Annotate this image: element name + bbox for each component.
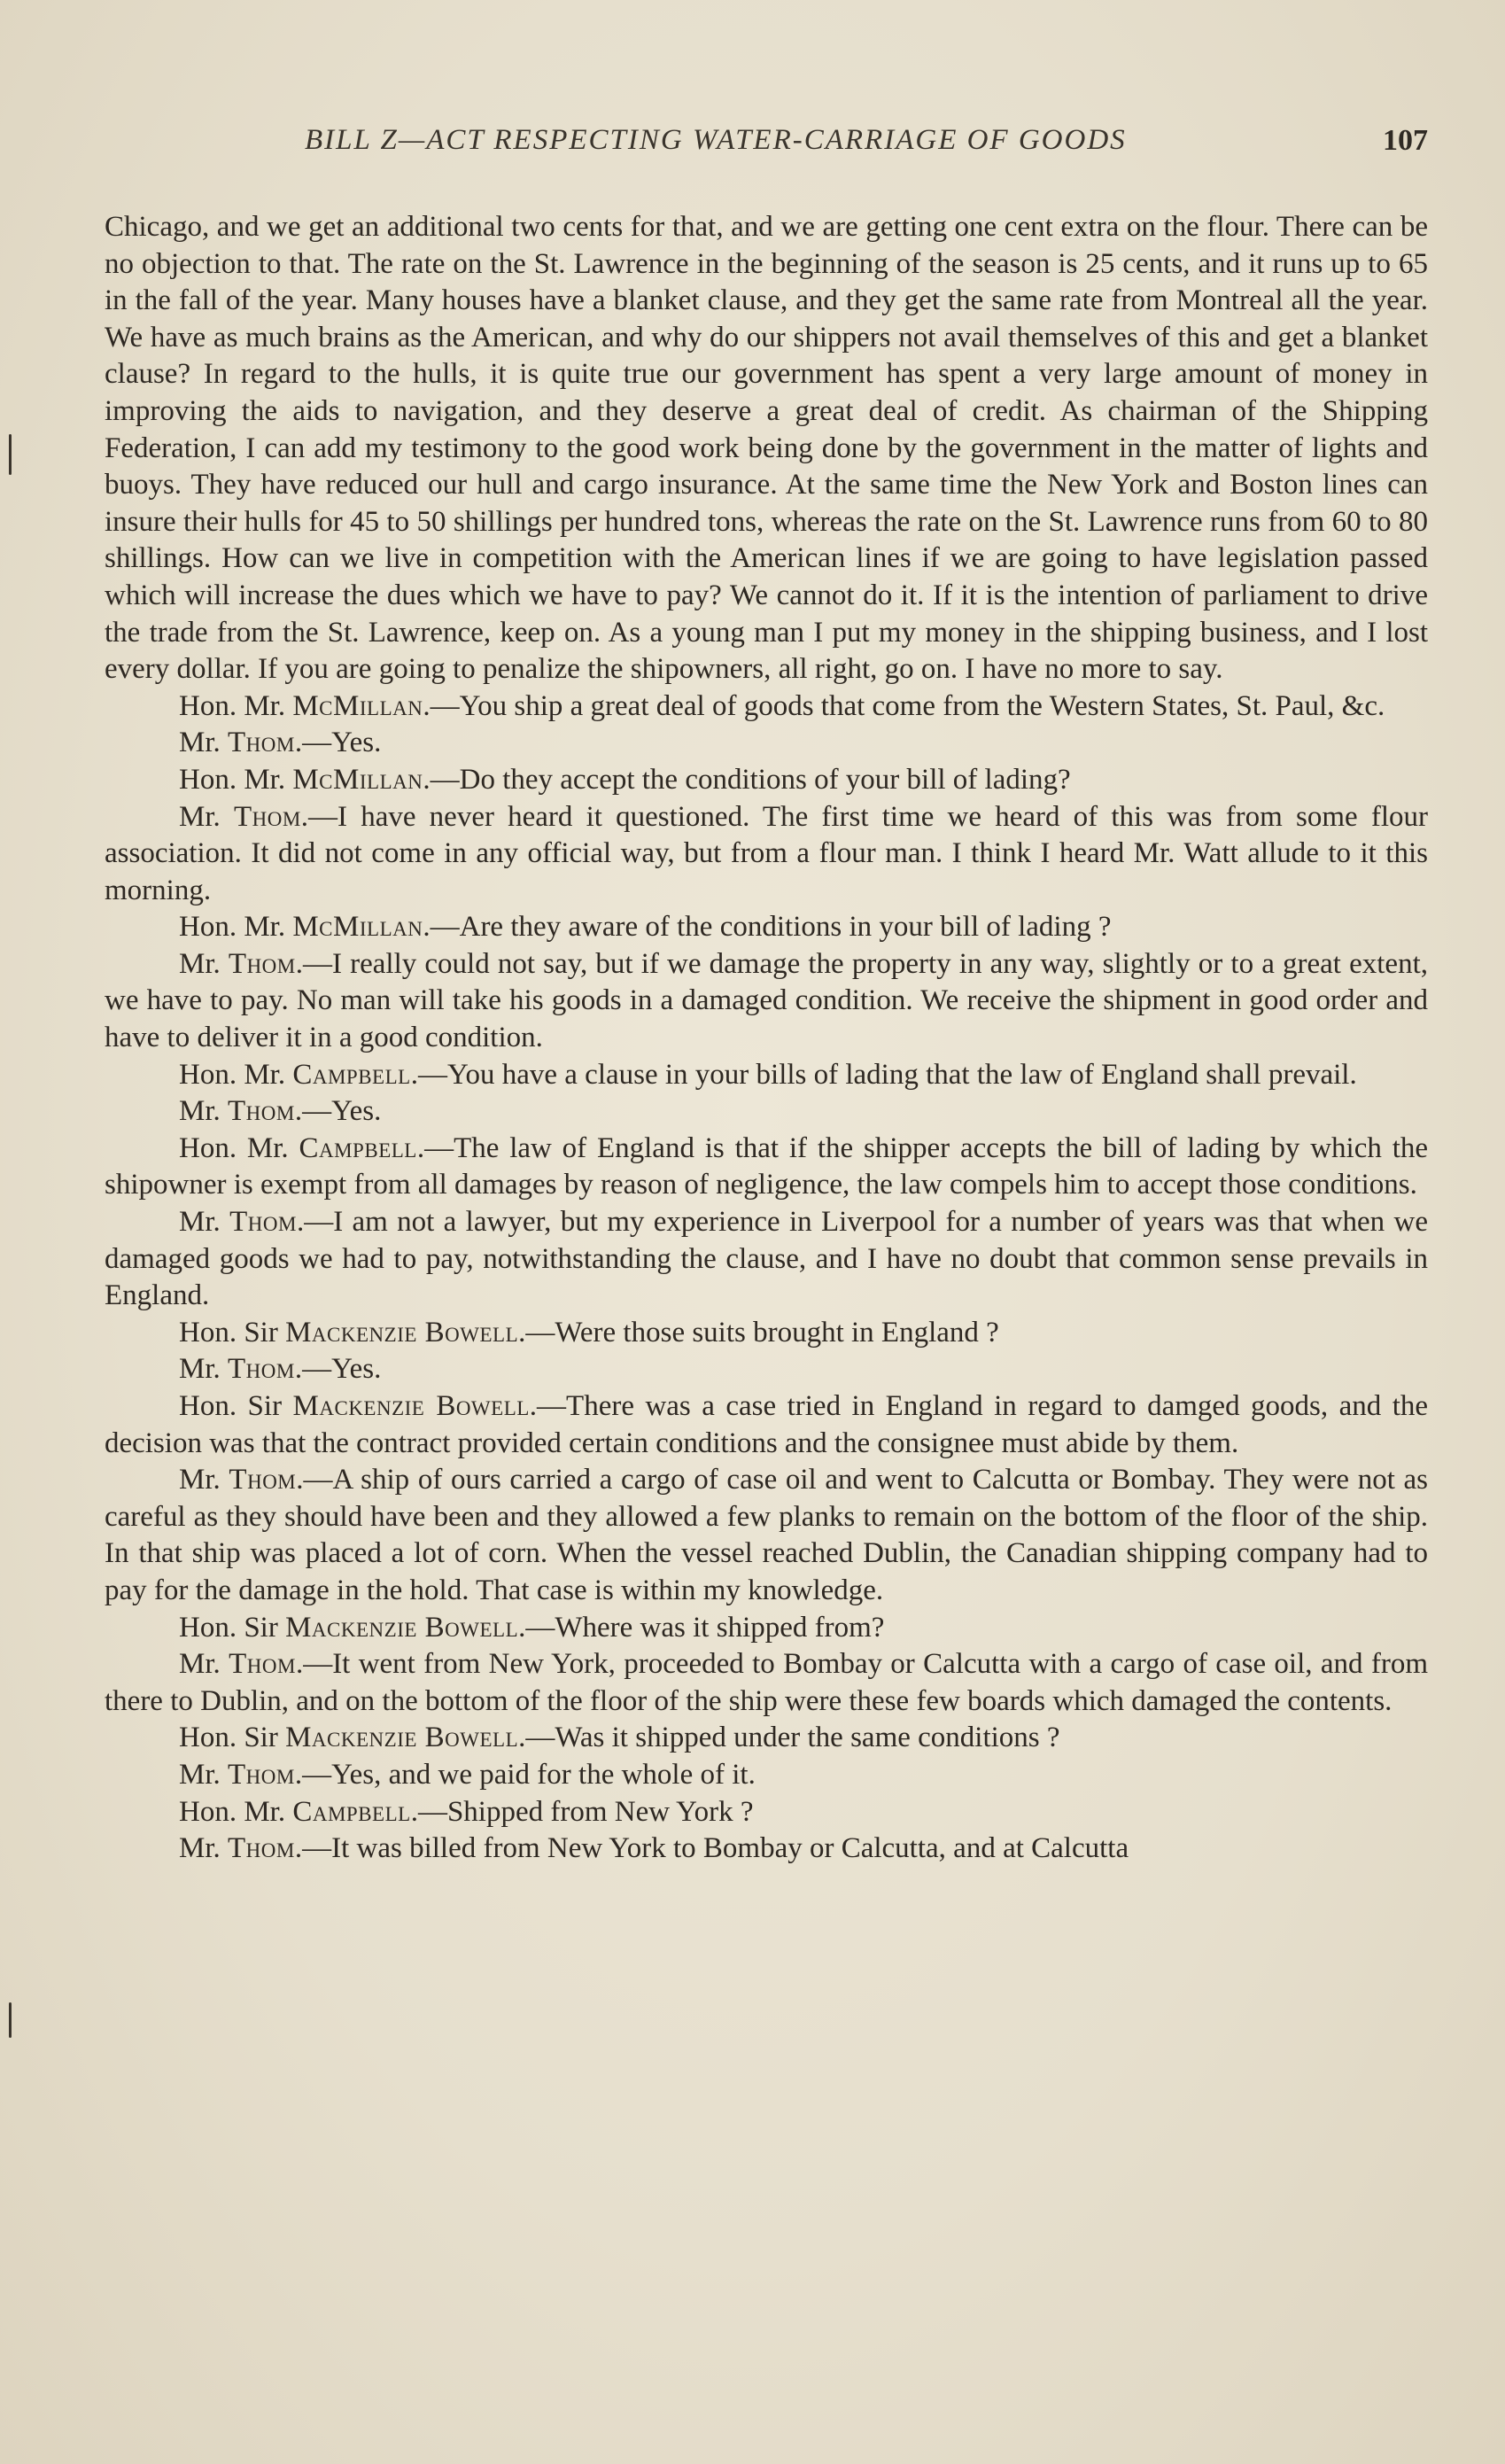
- paragraph-text: .—Were those suits brought in England ?: [518, 1316, 999, 1349]
- paragraph: [105, 1351, 1428, 1388]
- speaker-title: Mr.: [179, 1758, 229, 1791]
- paragraph: [105, 909, 1428, 946]
- speaker-title: Mr.: [179, 1648, 229, 1681]
- paragraph-text: .—Yes.: [294, 1095, 382, 1128]
- paragraph: [105, 1462, 1428, 1609]
- paragraph: [105, 762, 1428, 799]
- paragraph-text: .—I am not a lawyer, but my experience in Liverpool for a number of years was that when we damaged goods we had to pay, notwithstanding the clause, and I have no doubt that common sense prevails in England.: [105, 1206, 1428, 1312]
- paragraph: [105, 1794, 1428, 1831]
- speaker-name: Thom: [228, 1832, 295, 1865]
- paragraph: [105, 799, 1428, 910]
- speaker-name: Thom: [228, 1095, 295, 1128]
- speaker-name: Mackenzie Bowell: [285, 1611, 519, 1644]
- speaker-name: McMillan: [292, 689, 423, 722]
- paragraph: [105, 209, 1428, 688]
- speaker-title: Hon. Sir: [179, 1611, 286, 1644]
- paragraph: [105, 1093, 1428, 1131]
- speaker-name: Thom: [229, 1648, 296, 1681]
- paragraph: [105, 1757, 1428, 1794]
- paragraph-text: .—Yes.: [294, 727, 382, 759]
- paragraph: [105, 1388, 1428, 1462]
- paragraph: [105, 1315, 1428, 1352]
- speaker-title: Hon. Mr.: [179, 689, 293, 722]
- paragraph-text: .—Are they aware of the conditions in your bill of lading ?: [423, 911, 1112, 944]
- speaker-title: Hon. Sir: [179, 1316, 286, 1349]
- speaker-name: Campbell: [292, 1058, 411, 1091]
- speaker-title: Hon. Mr.: [179, 763, 293, 796]
- paragraph: [105, 688, 1428, 726]
- paragraph-text: .—Do they accept the conditions of your bill of lading?: [423, 763, 1071, 796]
- paragraph-text: .—The law of England is that if the shipper accepts the bill of lading by which the shipowner is exempt from all damages by reason of negligence, the law compels him to accept those conditions.: [105, 1131, 1429, 1201]
- paragraph: [105, 1646, 1428, 1720]
- speaker-name: Thom: [228, 947, 296, 980]
- speaker-name: Thom: [228, 1353, 295, 1386]
- speaker-title: Mr.: [179, 800, 234, 833]
- paragraph-text: .—I have never heard it questioned. The first time we heard of this was from some flour association. It did not come in any official way, but from a flour man. I think I heard Mr. Watt allude to it this morning.: [105, 800, 1429, 906]
- speaker-name: McMillan: [292, 911, 423, 944]
- running-header: [105, 124, 1428, 168]
- paragraph: [105, 1720, 1428, 1757]
- paragraph-text: .—You ship a great deal of goods that come from the Western States, St. Paul, &c.: [423, 689, 1385, 722]
- paragraph-text: .—Shipped from New York ?: [410, 1795, 754, 1828]
- speaker-name: Mackenzie Bowell: [285, 1316, 519, 1349]
- page-number: 107: [1383, 124, 1428, 157]
- speaker-title: Mr.: [179, 1353, 229, 1386]
- margin-bracket-mark: [9, 434, 12, 475]
- speaker-title: Hon. Mr.: [179, 911, 293, 944]
- speaker-title: Mr.: [179, 1464, 229, 1496]
- speaker-title: Mr.: [179, 1832, 229, 1865]
- speaker-name: Mackenzie Bowell: [285, 1722, 519, 1754]
- paragraph: [105, 946, 1428, 1057]
- speaker-title: Hon. Mr.: [179, 1131, 299, 1164]
- paragraph-text: .—Was it shipped under the same conditions ?: [518, 1722, 1060, 1754]
- paragraph-text: .—Yes, and we paid for the whole of it.: [294, 1758, 756, 1791]
- paragraph: [105, 1131, 1428, 1204]
- paragraph-text: Chicago, and we get an additional two cents for that, and we are getting one cent extra on the flour. There can be no objection to that. The rate on the St. Lawrence in the beginning of the season is 25 cents, and it runs up to 65 in the fall of the year. Many houses have a blanket clause, and they get the same rate from Montreal all the year. We have as much brains as the American, and why do our shippers not avail themselves of this and get a blanket clause? In regard to the hulls, it is quite true our government has spent a very large amount of money in improving the aids to navigation, and they deserve a great deal of credit. As chairman of the Shipping Federation, I can add my testimony to the good work being done by the government in the matter of lights and buoys. They have reduced our hull and cargo insurance. At the same time the New York and Boston lines can insure their hulls for 45 to 50 shillings per hundred tons, whereas the rate on the St. Lawrence runs from 60 to 80 shillings. How can we live in competition with the American lines if we are going to have legislation passed which will increase the dues which we have to pay? We cannot do it. If it is the intention of parliament to drive the trade from the St. Lawrence, keep on. As a young man I put my money in the shipping business, and I lost every dollar. If you are going to penalize the shipowners, all right, go on. I have no more to say.: [105, 211, 1428, 686]
- speaker-name: Thom: [229, 1206, 297, 1239]
- speaker-title: Hon. Sir: [179, 1722, 286, 1754]
- paragraph: [105, 1610, 1428, 1647]
- running-title: BILL Z—ACT RESPECTING WATER-CARRIAGE OF GOODS: [305, 124, 1127, 156]
- speaker-name: Thom: [229, 1464, 297, 1496]
- paragraph-text: .—It was billed from New York to Bombay or Calcutta, and at Calcutta: [294, 1832, 1129, 1865]
- speaker-title: Hon. Mr.: [179, 1058, 293, 1091]
- paragraph-text: .—Where was it shipped from?: [518, 1611, 885, 1644]
- paragraph-text: .—A ship of ours carried a cargo of case oil and went to Calcutta or Bombay. They were not as careful as they should have been and they allowed a few planks to remain on the bottom of the floor of the ship. In that ship was placed a lot of corn. When the vessel reached Dublin, the Canadian shipping company had to pay for the damage in the hold. That case is within my knowledge.: [105, 1464, 1429, 1606]
- paragraph-text: .—It went from New York, proceeded to Bombay or Calcutta with a cargo of case oil, and from there to Dublin, and on the bottom of the floor of the ship were these few boards which damaged the contents.: [105, 1648, 1428, 1717]
- speaker-name: Thom: [228, 727, 295, 759]
- speaker-title: Hon. Mr.: [179, 1795, 293, 1828]
- paragraph: [105, 1057, 1428, 1094]
- speaker-name: Campbell: [299, 1131, 417, 1164]
- speaker-name: McMillan: [292, 763, 423, 796]
- paragraph-text: .—There was a case tried in England in regard to damged goods, and the decision was that the contract provided certain conditions and the consignee must abide by them.: [105, 1390, 1429, 1459]
- paragraph-text: .—Yes.: [294, 1353, 382, 1386]
- speaker-title: Mr.: [179, 1095, 229, 1128]
- paragraph: [105, 725, 1428, 762]
- speaker-title: Hon. Sir: [179, 1390, 293, 1422]
- speaker-name: Campbell: [292, 1795, 411, 1828]
- speaker-title: Mr.: [179, 727, 229, 759]
- margin-bracket-mark: [9, 2002, 12, 2038]
- paragraph-text: .—You have a clause in your bills of lading that the law of England shall prevail.: [410, 1058, 1357, 1091]
- paragraph-text: .—I really could not say, but if we damage the property in any way, slightly or to a great extent, we have to pay. No man will take his goods in a damaged condition. We receive the shipment in good order and have to deliver it in a good condition.: [105, 947, 1428, 1054]
- speaker-name: Thom: [233, 800, 301, 833]
- speaker-name: Thom: [228, 1758, 295, 1791]
- speaker-title: Mr.: [179, 947, 229, 980]
- paragraph: [105, 1831, 1428, 1868]
- body-text: [105, 209, 1428, 1868]
- paragraph: [105, 1204, 1428, 1315]
- speaker-name: Mackenzie Bowell: [292, 1390, 530, 1422]
- speaker-title: Mr.: [179, 1206, 230, 1239]
